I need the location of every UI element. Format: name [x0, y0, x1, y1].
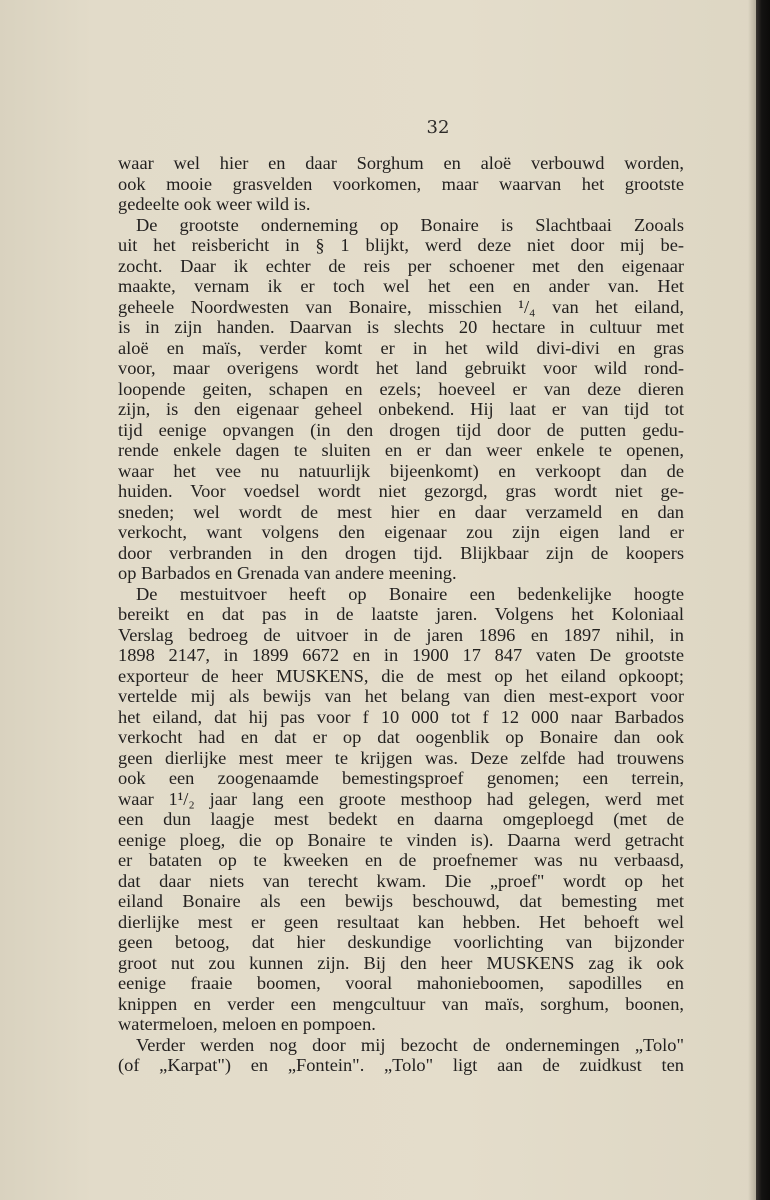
text-line: eenige fraaie boomen, vooral mahonieboomen, sapodilles en — [118, 973, 684, 993]
text-line: uit het reisbericht in § 1 blijkt, werd deze niet door mij be- — [118, 235, 684, 255]
text-line: watermeloen, meloen en pompoen. — [118, 1014, 376, 1034]
text-line: geen betoog, dat hier deskundige voorlichting van bijzonder — [118, 932, 684, 952]
text-line: er bataten op te kweeken en de proefnemer was nu verbaasd, — [118, 850, 684, 870]
text-line: dierlijke mest er geen resultaat kan hebben. Het behoeft wel — [118, 911, 684, 932]
text-line: op Barbados en Grenada van andere meening. — [118, 563, 457, 583]
text-line: exporteur de heer MUSKENS, die de mest op het eiland opkoopt; — [118, 665, 684, 686]
text-line: eiland Bonaire als een bewijs beschouwd, dat bemesting met — [118, 891, 684, 911]
text-line: aloë en maïs, verder komt er in het wild divi-divi en gras — [118, 337, 684, 358]
text-line: geen dierlijke mest meer te krijgen was. Deze zelfde had trouwens — [118, 747, 684, 768]
text-line: (of „Karpat") en „Fontein". „Tolo" ligt aan de zuidkust ten — [118, 1055, 684, 1075]
text-line: vertelde mij als bewijs van het belang van dien mest-export voor — [118, 686, 684, 706]
text-line: waar het vee nu natuurlijk bijeenkomt) en verkoopt dan de — [118, 460, 684, 481]
text-line: geheele Noordwesten van Bonaire, misschien ¹/₄ van het eiland, — [118, 296, 684, 317]
text-line: 1898 2147, in 1899 6672 en in 1900 17 847 vaten De grootste — [118, 645, 684, 665]
text-line: het eiland, dat hij pas voor f 10 000 tot f 12 000 naar Barbados — [118, 706, 684, 727]
text-line: rende enkele dagen te sluiten en er dan weer enkele te openen, — [118, 440, 684, 460]
text-line: eenige ploeg, die op Bonaire te vinden is). Daarna werd getracht — [118, 829, 684, 850]
text-line: gedeelte ook weer wild is. — [118, 194, 311, 214]
text-line: zijn, is den eigenaar geheel onbekend. Hij laat er van tijd tot — [118, 399, 684, 419]
text-line: is in zijn handen. Daarvan is slechts 20 hectare in cultuur met — [118, 317, 684, 337]
text-line: een dun laagje mest bedekt en daarna omgeploegd (met de — [118, 809, 684, 829]
text-line: groot nut zou kunnen zijn. Bij den heer MUSKENS zag ik ook — [118, 952, 684, 973]
body-text — [118, 153, 684, 1076]
text-line: zocht. Daar ik echter de reis per schoener met den eigenaar — [118, 255, 684, 276]
text-line: huiden. Voor voedsel wordt niet gezorgd, gras wordt niet ge- — [118, 481, 684, 501]
text-line: Verder werden nog door mij bezocht de ondernemingen „Tolo" — [136, 1034, 684, 1055]
text-line: ook een zoogenaamde bemestingsproef genomen; een terrein, — [118, 768, 684, 788]
text-line: De mestuitvoer heeft op Bonaire een bedenkelijke hoogte — [136, 583, 684, 604]
text-line: door verbranden in den drogen tijd. Blijkbaar zijn de koopers — [118, 542, 684, 563]
text-line: verkocht, want volgens den eigenaar zou zijn eigen land er — [118, 522, 684, 542]
text-line: Verslag bedroeg de uitvoer in de jaren 1896 en 1897 nihil, in — [118, 624, 684, 645]
text-line: dat daar niets van terecht kwam. Die „proef" wordt op het — [118, 870, 684, 891]
text-line: voor, maar overigens wordt het land gebruikt voor wild rond- — [118, 358, 684, 378]
text-line: maakte, vernam ik er toch wel het een en ander van. Het — [118, 276, 684, 296]
text-line: knippen en verder een mengcultuur van maïs, sorghum, boonen, — [118, 993, 684, 1014]
text-line: De grootste onderneming op Bonaire is Slachtbaai Zooals — [136, 214, 684, 235]
page-edge-shadow — [748, 0, 756, 1200]
text-line: ook mooie grasvelden voorkomen, maar waarvan het grootste — [118, 173, 684, 194]
text-line: loopende geiten, schapen en ezels; hoeveel er van deze dieren — [118, 378, 684, 399]
text-line: tijd eenige opvangen (in den drogen tijd door de putten gedu- — [118, 419, 684, 440]
text-line: bereikt en dat pas in de laatste jaren. Volgens het Koloniaal — [118, 604, 684, 624]
text-line: verkocht had en dat er op dat oogenblik op Bonaire dan ook — [118, 727, 684, 747]
text-line: waar 1¹/₂ jaar lang een groote mesthoop had gelegen, werd met — [118, 788, 684, 809]
text-line: sneden; wel wordt de mest hier en daar verzameld en dan — [118, 501, 684, 522]
text-line: waar wel hier en daar Sorghum en aloë verbouwd worden, — [118, 153, 684, 173]
scan-edge-bar — [756, 0, 770, 1200]
page-number: 32 — [426, 117, 450, 138]
